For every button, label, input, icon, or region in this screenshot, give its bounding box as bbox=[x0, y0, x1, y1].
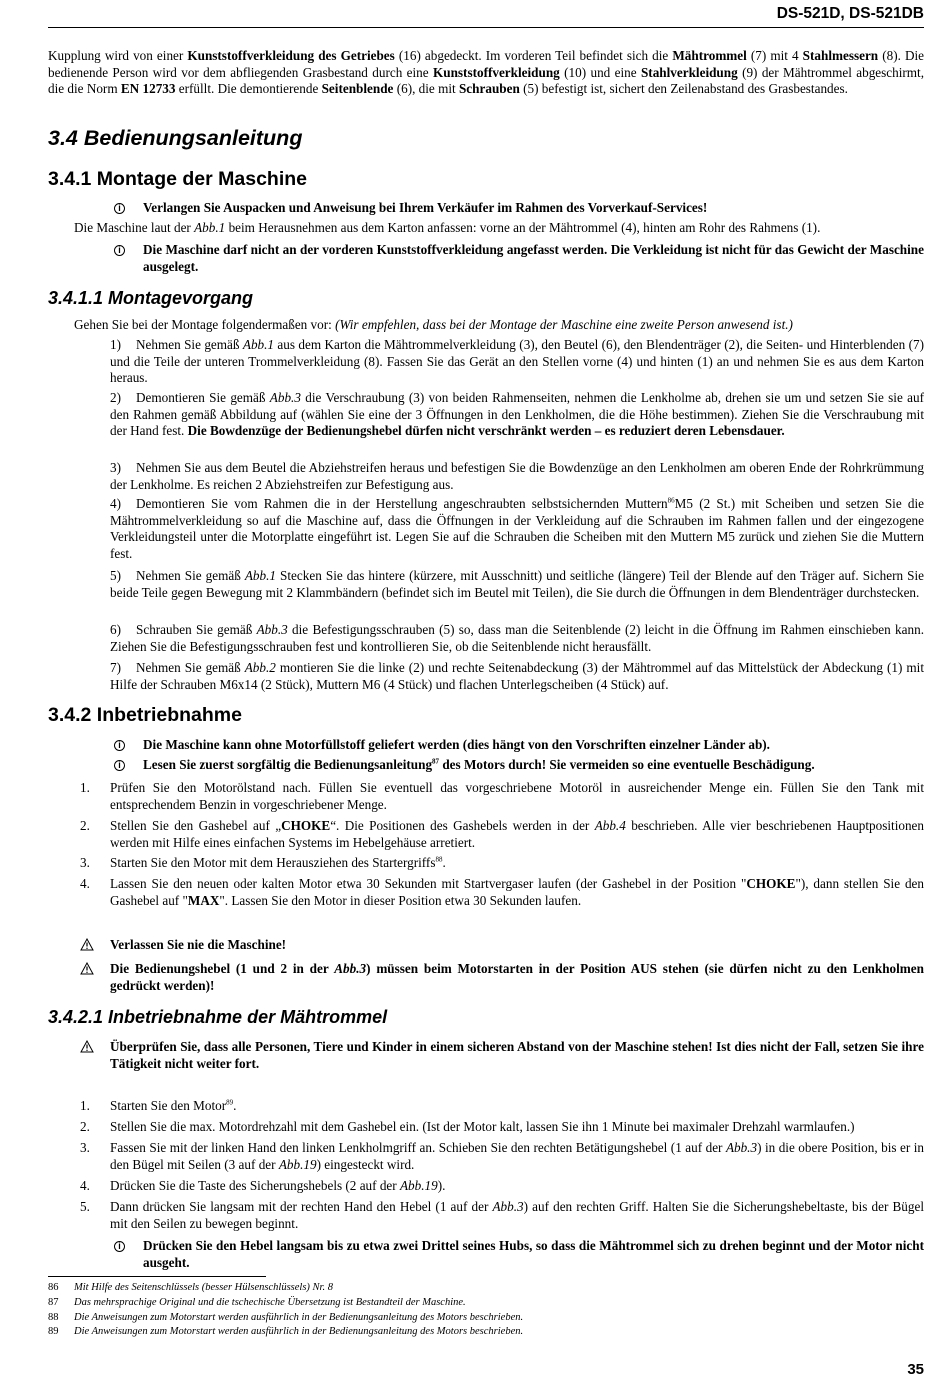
startup-step: Prüfen Sie den Motorölstand nach. Füllen Sie eventuell das vorgeschriebene Motoröl in ausreichender Menge ein. Füllen Sie den Tank mit entsprechendem Benzin in vorgeschriebener Menge. bbox=[110, 780, 924, 812]
startup-step: Lassen Sie den neuen oder kalten Motor etwa 30 Sekunden mit Startvergaser laufen (der Gashebel in der Position "CHOKE"), dann stellen Sie den Gashebel auf "MAX". Lassen Sie den Motor in dieser Position etwa 30 Sekunden laufen. bbox=[110, 876, 924, 908]
assembly-step: 6) Schrauben Sie gemäß Abb.3 die Befestigungsschrauben (5) so, dass man die Seitenblende (2) leicht in die Öffnung im Rahmen einschieben kann. Ziehen Sie die Befestigungsschrauben fest und kontrollieren Sie, ob die Seitenblende nicht herausfällt. bbox=[110, 622, 924, 654]
startup-step: Starten Sie den Motor mit dem Herausziehen des Startergriffs$^{88}$. bbox=[110, 855, 446, 870]
note-no-fuel: Die Maschine kann ohne Motorfüllstoff geliefert werden (dies hängt von den Vorschriften einzelner Länder ab). bbox=[143, 737, 770, 752]
drum-step: Drücken Sie die Taste des Sicherungshebels (2 auf der Abb.19). bbox=[110, 1178, 446, 1193]
info-icon: i bbox=[114, 203, 125, 214]
header-rule bbox=[48, 27, 924, 28]
assembly-step: 4) Demontieren Sie vom Rahmen die in der Herstellung angeschraubten selbstsichernden Muttern$^{86}$M5 (2 St.) mit Scheiben und setzen Sie die Mähtrommelverkleidung so auf die Maschine auf, dass die Öffnungen in der Verkleidung auf die Schrauben im Rahmen fallen und der eingezogene Verkleidungsteil unter die Motorplatte eingeführt ist. Legen Sie auf die Schrauben die Scheiben mit den Muttern M5 zurück und ziehen Sie die Muttern fest. bbox=[110, 496, 925, 561]
section-title-3-4: 3.4 Bedienungsanleitung bbox=[48, 126, 303, 150]
section-title-3-4-1-1: 3.4.1.1 Montagevorgang bbox=[48, 288, 254, 308]
warning-triangle-icon bbox=[80, 962, 94, 975]
drum-step: Fassen Sie mit der linken Hand den linken Lenkholmgriff an. Schieben Sie den rechten Betätigungshebel (1 auf der Abb.3) in die obere Position, bis er in den Bügel mit Seilen (3 auf der Abb.19) eingesteckt wird. bbox=[110, 1140, 924, 1172]
assembly-step: 7) Nehmen Sie gemäß Abb.2 montieren Sie die linke (2) und rechte Seitenabdeckung (3) der Mähtrommel auf das Mittelstück der Abdeckung (1) mit Hilfe der Schrauben M6x14 (2 Stück), Muttern M6 (4 Stück) und flachen Unterlegscheiben (4 Stück) auf. bbox=[110, 660, 924, 692]
assembly-step: 5) Nehmen Sie gemäß Abb.1 Stecken Sie das hintere (kürzere, mit Ausschnitt) und seitliche (längere) Teil der Blende auf den Träger auf. Sichern Sie beide Teile gegen Bewegung mit 2 Klammbändern (befindet sich im Beutel mit Teilen), die Sie durch die Öffnungen in dem Blendenträger durchstecken. bbox=[110, 568, 924, 600]
warning-never-leave: Verlassen Sie nie die Maschine! bbox=[110, 937, 287, 952]
page-header-model: DS-521D, DS-521DB bbox=[776, 5, 924, 22]
intro-paragraph: Kupplung wird von einer Kunststoffverkleidung des Getriebes (16) abgedeckt. Im vorderen Teil befindet sich die Mähtrommel (7) mit 4 Stahlmessern (8). Die bedienende Person wird vor dem abfliegenden Grasbestand durch eine Kunststoffverkleidung (10) und eine Stahlverkleidung (9) der Mähtrommel abgeschirmt, die die Norm EN 12733 erfüllt. Die demontierende Seitenblende (6), die mit Schrauben (5) befestigt ist, sichert den Zeilenabstand des Grasbestandes. bbox=[48, 48, 925, 97]
info-icon: i bbox=[114, 1241, 125, 1252]
assembly-step: 2) Demontieren Sie gemäß Abb.3 die Verschraubung (3) von beiden Rahmenseiten, nehmen die Lenkholme ab, drehen sie um und setzen Sie sie auf den Rahmen gemäß Abbildung auf (wählen Sie eine der 3 Öffnungen in den Lenkholmen, die die Höhe bestimmen). Ziehen Sie die Verschraubung mit der Hand fest. Die Bowdenzüge der Bedienungshebel dürfen nicht verschränkt werden – es reduziert deren Lebensdauer. bbox=[110, 390, 924, 439]
list-number: 1. bbox=[80, 780, 90, 795]
startup-step: Stellen Sie den Gashebel auf „CHOKE“. Die Positionen des Gashebels werden in der Abb.4 beschrieben. Alle vier beschriebenen Hauptpositionen werden mit Hilfe eines einfachen Systems im Hebelgehäuse arretiert. bbox=[110, 818, 924, 850]
page-number: 35 bbox=[907, 1361, 924, 1378]
section-title-3-4-2: 3.4.2 Inbetriebnahme bbox=[48, 704, 242, 726]
assembly-step: 1) Nehmen Sie gemäß Abb.1 aus dem Karton die Mähtrommelverkleidung (3), den Beutel (6), den Blendenträger (2), die Seiten- und Hinterblenden (7) und die Teile der unteren Trommelverkleidung (8). Fassen Sie das Gerät an den Stellen vorne (4) und hinten (1) an und nehmen Sie es aus dem Karton heraus. bbox=[110, 337, 924, 386]
list-number: 3. bbox=[80, 1140, 90, 1155]
section-title-3-4-2-1: 3.4.2.1 Inbetriebnahme der Mähtrommel bbox=[48, 1007, 388, 1027]
list-number: 5. bbox=[80, 1199, 90, 1214]
note-unpacking: Verlangen Sie Auspacken und Anweisung bei Ihrem Verkäufer im Rahmen des Vorverkauf-Services! bbox=[143, 200, 708, 215]
section-title-3-4-1: 3.4.1 Montage der Maschine bbox=[48, 168, 307, 190]
footnote: 86 Mit Hilfe des Seitenschlüssels (besser Hülsenschlüssels) Nr. 8 bbox=[48, 1282, 333, 1293]
list-number: 2. bbox=[80, 1119, 90, 1134]
list-number: 3. bbox=[80, 855, 90, 870]
drum-step: Stellen Sie die max. Motordrehzahl mit dem Gashebel ein. (Ist der Motor kalt, lassen Sie ihn 1 Minute bei maximaler Drehzahl warmlaufen.) bbox=[110, 1119, 855, 1134]
warning-safe-distance: Überprüfen Sie, dass alle Personen, Tiere und Kinder in einem sicheren Abstand von der Maschine stehen! Ist dies nicht der Fall, setzen Sie ihre Tätigkeit nicht weiter fort. bbox=[110, 1039, 924, 1071]
footnote-rule bbox=[48, 1276, 266, 1277]
note-read-manual: Lesen Sie zuerst sorgfältig die Bedienungsanleitung$^{87}$ des Motors durch! Sie vermeiden so eine eventuelle Beschädigung. bbox=[143, 757, 815, 772]
drum-step: Dann drücken Sie langsam mit der rechten Hand den Hebel (1 auf der Abb.3) auf den rechten Griff. Halten Sie die Sicherungshebeltaste, bis der Bügel mit den Seilen zu bewegen beginnt. bbox=[110, 1199, 924, 1231]
drum-step: Starten Sie den Motor$^{89}$. bbox=[110, 1098, 237, 1113]
info-icon: i bbox=[114, 740, 125, 751]
warning-levers-off: Die Bedienungshebel (1 und 2 in der Abb.3) müssen beim Motorstarten in der Position AUS stehen (sie dürfen nicht zu den Lenkholmen gedrückt werden)! bbox=[110, 961, 924, 993]
note-do-not-grab: Die Maschine darf nicht an der vorderen Kunststoffverkleidung angefasst werden. Die Verkleidung ist nicht für das Gewicht der Maschine ausgelegt. bbox=[143, 242, 924, 274]
assembly-lead: Gehen Sie bei der Montage folgendermaßen vor: (Wir empfehlen, dass bei der Montage der Maschine eine zweite Person anwesend ist.) bbox=[74, 317, 793, 332]
paragraph-handling: Die Maschine laut der Abb.1 beim Herausnehmen aus dem Karton anfassen: vorne an der Mähtrommel (4), hinten am Rohr des Rahmens (1). bbox=[74, 220, 821, 235]
assembly-step: 3) Nehmen Sie aus dem Beutel die Abziehstreifen heraus und befestigen Sie die Bowdenzüge an den Lenkholmen am oberen Ende der Rohrkrümmung der Lenkholme. Es reichen 2 Abziehstreifen zur Befestigung aus. bbox=[110, 460, 924, 492]
list-number: 4. bbox=[80, 876, 90, 891]
footnote: 89 Die Anweisungen zum Motorstart werden ausführlich in der Bedienungsanleitung des Motors beschrieben. bbox=[48, 1326, 524, 1337]
info-icon: i bbox=[114, 245, 125, 256]
list-number: 4. bbox=[80, 1178, 90, 1193]
info-icon: i bbox=[114, 760, 125, 771]
list-number: 1. bbox=[80, 1098, 90, 1113]
note-press-slowly: Drücken Sie den Hebel langsam bis zu etwa zwei Drittel seines Hubs, so dass die Mähtrommel sich zu drehen beginnt und der Motor nicht ausgeht. bbox=[143, 1238, 924, 1270]
warning-triangle-icon bbox=[80, 1040, 94, 1053]
warning-triangle-icon bbox=[80, 938, 94, 951]
footnote: 88 Die Anweisungen zum Motorstart werden ausführlich in der Bedienungsanleitung des Motors beschrieben. bbox=[48, 1312, 524, 1323]
list-number: 2. bbox=[80, 818, 90, 833]
footnote: 87 Das mehrsprachige Original und die tschechische Übersetzung ist Bestandteil der Maschine. bbox=[48, 1297, 466, 1308]
